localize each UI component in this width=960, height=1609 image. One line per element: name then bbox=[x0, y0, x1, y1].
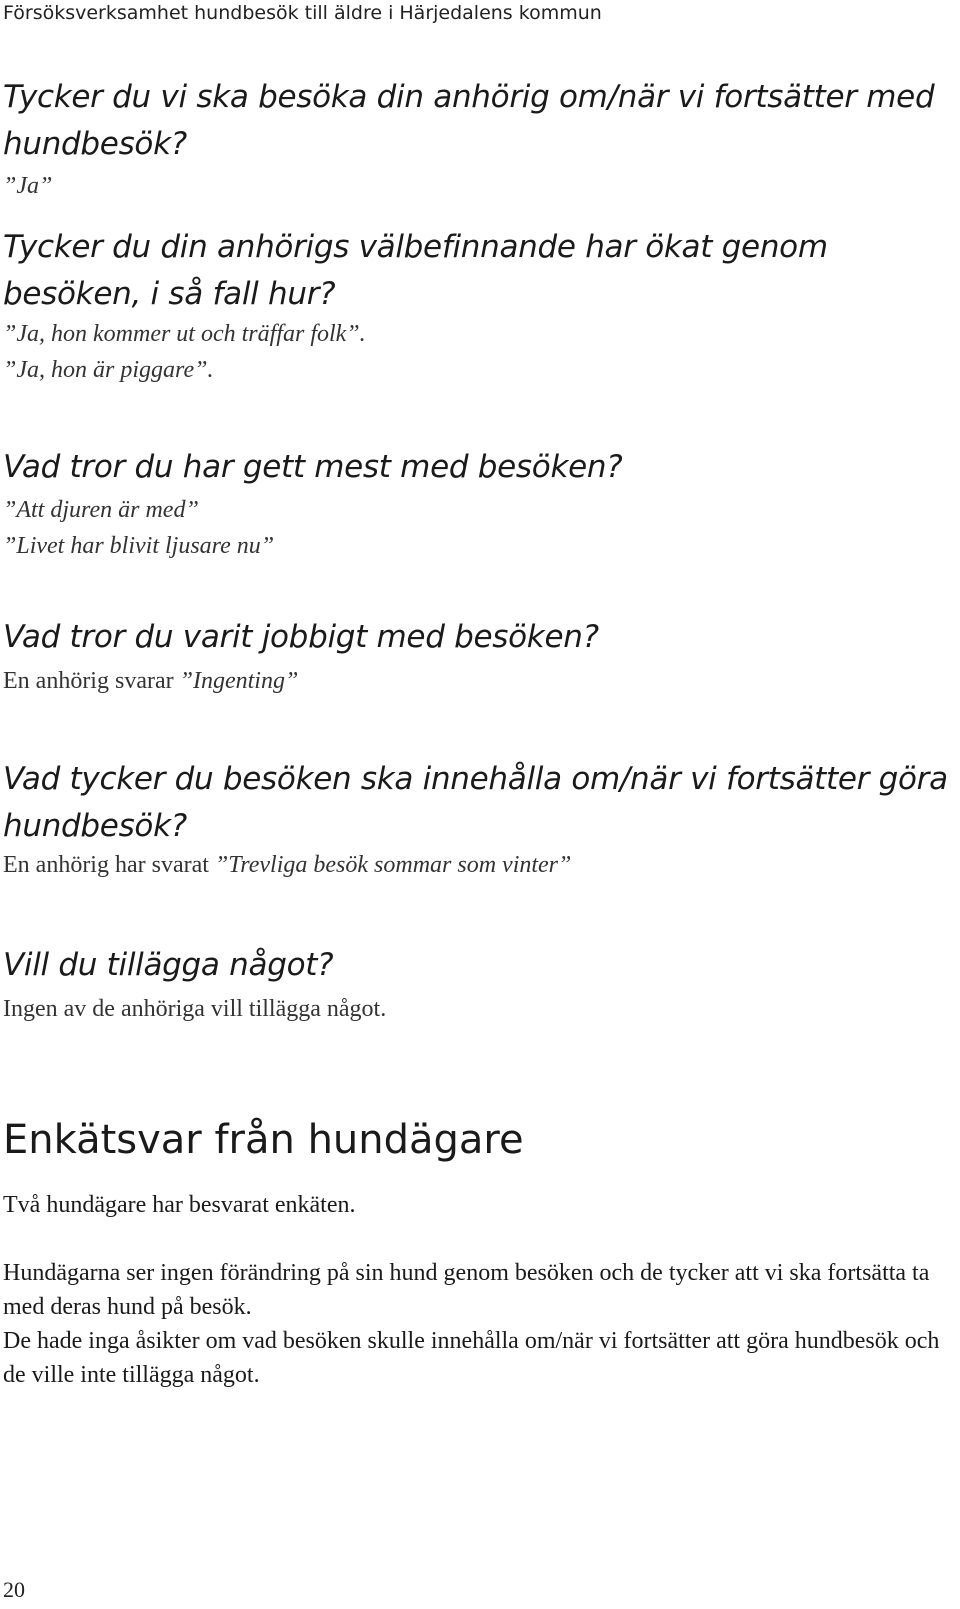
answer-prefix: En anhörig har svarat bbox=[3, 852, 215, 878]
question-6: Vill du tillägga något? bbox=[3, 947, 334, 983]
section-heading: Enkätsvar från hundägare bbox=[3, 1117, 524, 1163]
paragraph: De hade inga åsikter om vad besöken skulle innehålla om/när vi fortsätter att göra hundbesök och de ville inte tillägga något. bbox=[3, 1328, 940, 1388]
answer-quote: ”Ja, hon kommer ut och träffar folk”. bbox=[3, 321, 366, 347]
question-5: Vad tycker du besöken ska innehålla om/när vi fortsätter göra hundbesök? bbox=[3, 761, 948, 844]
answer-1 bbox=[3, 168, 948, 204]
paragraph: Hundägarna ser ingen förändring på sin hund genom besöken och de tycker att vi ska fortsätta ta med deras hund på besök. bbox=[3, 1260, 930, 1320]
answer-quote: ”Ingenting” bbox=[179, 668, 299, 694]
page-number: 20 bbox=[3, 1577, 25, 1602]
answer-2 bbox=[3, 316, 948, 388]
answer-quote: ”Ja, hon är piggare”. bbox=[3, 357, 214, 383]
question-2: Tycker du din anhörigs välbefinnande har ökat genom besöken, i så fall hur? bbox=[3, 229, 828, 312]
answer-quote: ”Ja” bbox=[3, 173, 53, 199]
question-4: Vad tror du varit jobbigt med besöken? bbox=[3, 619, 599, 655]
answer-3 bbox=[3, 492, 948, 564]
answer-quote: ”Livet har blivit ljusare nu” bbox=[3, 533, 275, 559]
answer-quote: ”Att djuren är med” bbox=[3, 497, 199, 523]
running-header: Försöksverksamhet hundbesök till äldre i Härjedalens kommun bbox=[3, 2, 602, 24]
question-1: Tycker du vi ska besöka din anhörig om/när vi fortsätter med hundbesök? bbox=[3, 79, 935, 162]
answer-6: Ingen av de anhöriga vill tillägga något. bbox=[3, 996, 387, 1022]
paragraph: Två hundägare har besvarat enkäten. bbox=[3, 1192, 356, 1218]
question-3: Vad tror du har gett mest med besöken? bbox=[3, 449, 623, 485]
answer-prefix: En anhörig svarar bbox=[3, 668, 180, 694]
answer-4 bbox=[3, 664, 948, 698]
answer-5 bbox=[3, 848, 948, 882]
answer-quote: ”Trevliga besök sommar som vinter” bbox=[214, 852, 572, 878]
